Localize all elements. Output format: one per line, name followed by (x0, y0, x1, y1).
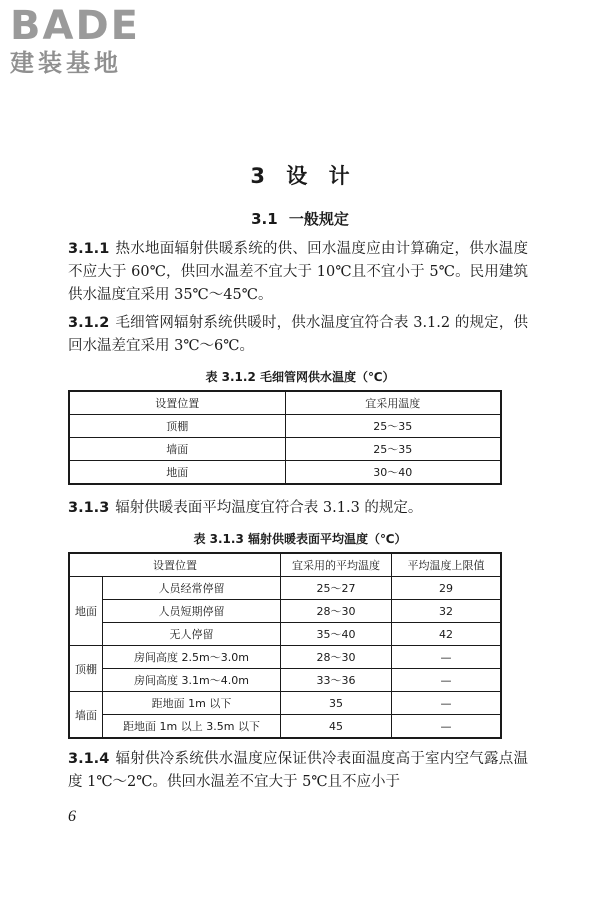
table-cell: 45 (281, 715, 392, 739)
table-cell: 顶棚 (69, 415, 285, 438)
table-row (69, 623, 501, 646)
table-header: 设置位置 (69, 553, 281, 577)
table-cell: 25～27 (281, 577, 392, 600)
table-header: 设置位置 (69, 391, 285, 415)
table-header: 宜采用的平均温度 (281, 553, 392, 577)
table-header: 平均温度上限值 (392, 553, 502, 577)
clause-number: 3.1.3 (68, 500, 110, 516)
paragraph-3-1-4 (68, 748, 528, 794)
clause-text: 辐射供暖表面平均温度宜符合表 3.1.3 的规定。 (115, 500, 423, 516)
table-header-row (69, 391, 501, 415)
clause-text: 辐射供冷系统供水温度应保证供冷表面温度高于室内空气露点温度 1℃～2℃。供回水温差不宜大于 5℃且不应小于 (68, 751, 528, 790)
paragraph-3-1-1 (68, 238, 528, 307)
table-row (69, 646, 501, 669)
table-row (69, 669, 501, 692)
clause-text: 毛细管网辐射系统供暖时，供水温度宜符合表 3.1.2 的规定，供回水温差宜采用 3℃～6℃。 (68, 315, 528, 354)
table-cell: 32 (392, 600, 502, 623)
table-header: 宜采用温度 (285, 391, 501, 415)
table-cell: — (392, 692, 502, 715)
table-cell: 无人停留 (103, 623, 281, 646)
table-row (69, 715, 501, 739)
logo-subtitle: 建装基地 (10, 49, 122, 77)
table-cell: 28～30 (281, 600, 392, 623)
table-cell: 墙面 (69, 438, 285, 461)
paragraph-3-1-2 (68, 312, 528, 358)
table-cell: — (392, 715, 502, 739)
chapter-title: 3 设 计 (250, 164, 350, 188)
clause-number: 3.1.2 (68, 315, 110, 331)
table-cell: — (392, 669, 502, 692)
table-cell: 29 (392, 577, 502, 600)
clause-text: 热水地面辐射供暖系统的供、回水温度应由计算确定，供水温度不应大于 60℃，供回水温差不宜大于 10℃且不宜小于 5℃。民用建筑供水温度宜采用 35℃～45℃。 (68, 241, 528, 303)
table-cell: — (392, 646, 502, 669)
table-cell: 房间高度 2.5m～3.0m (103, 646, 281, 669)
table-row (69, 577, 501, 600)
table-cell: 人员经常停留 (103, 577, 281, 600)
logo-brand: BADE (10, 3, 140, 49)
table-cell: 28～30 (281, 646, 392, 669)
table-cell: 25～35 (285, 415, 501, 438)
table-cell: 35 (281, 692, 392, 715)
table-cell: 33～36 (281, 669, 392, 692)
table-caption-3-1-3: 表 3.1.3 辐射供暖表面平均温度（℃） (193, 532, 407, 546)
table-row (69, 415, 501, 438)
table-cell: 距地面 1m 以上 3.5m 以下 (103, 715, 281, 739)
page-number: 6 (68, 808, 76, 825)
clause-number: 3.1.4 (68, 751, 110, 767)
table-row (69, 461, 501, 485)
group-label: 地面 (69, 577, 103, 646)
table-row (69, 600, 501, 623)
group-label: 墙面 (69, 692, 103, 739)
group-label: 顶棚 (69, 646, 103, 692)
table-cell: 30～40 (285, 461, 501, 485)
table-3-1-3 (68, 552, 502, 739)
table-cell: 房间高度 3.1m～4.0m (103, 669, 281, 692)
section-title: 3.1 一般规定 (251, 210, 349, 228)
paragraph-3-1-3 (68, 497, 528, 520)
table-cell: 地面 (69, 461, 285, 485)
clause-number: 3.1.1 (68, 241, 110, 257)
table-cell: 人员短期停留 (103, 600, 281, 623)
table-row (69, 692, 501, 715)
bade-logo (10, 4, 180, 78)
table-header-row (69, 553, 501, 577)
table-row (69, 438, 501, 461)
table-cell: 42 (392, 623, 502, 646)
table-cell: 距地面 1m 以下 (103, 692, 281, 715)
table-cell: 25～35 (285, 438, 501, 461)
table-3-1-2 (68, 390, 502, 485)
table-caption-3-1-2: 表 3.1.2 毛细管网供水温度（℃） (205, 370, 395, 384)
table-cell: 35～40 (281, 623, 392, 646)
